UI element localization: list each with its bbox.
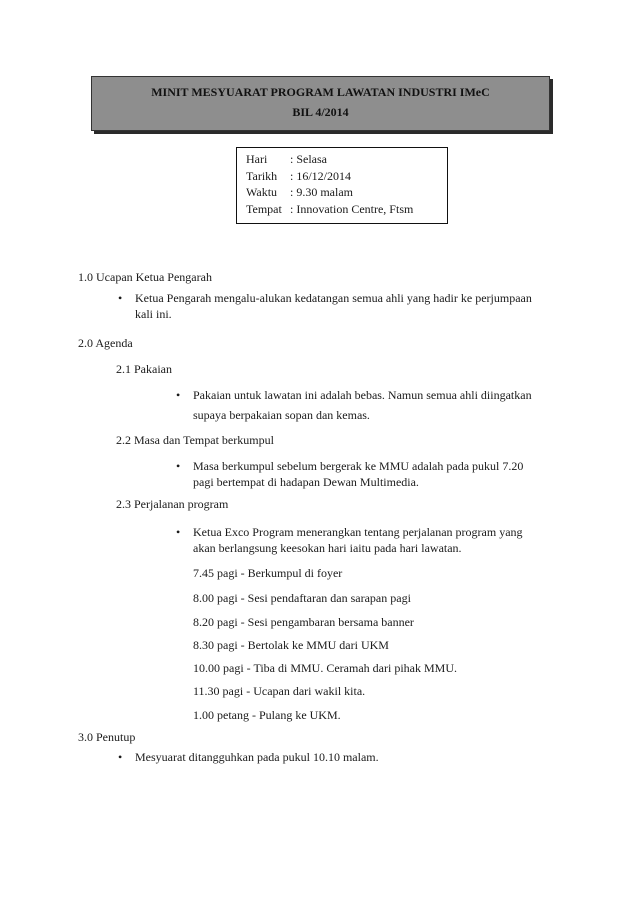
info-label: Waktu <box>246 185 278 199</box>
meeting-info-box <box>236 147 448 224</box>
bullet-program-flow <box>193 524 523 556</box>
schedule-item: 7.45 pagi - Berkumpul di foyer <box>193 566 343 580</box>
schedule-item: 10.00 pagi - Tiba di MMU. Ceramah dari pihak MMU. <box>193 661 457 675</box>
bullet-text-line: kali ini. <box>135 307 172 321</box>
info-value: : Selasa <box>290 152 327 166</box>
document-number: BIL 4/2014 <box>292 105 349 119</box>
bullet-text-line: • Masa berkumpul sebelum bergerak ke MMU adalah pada pukul 7.20 <box>193 459 524 473</box>
bullet-opening-speech <box>135 290 532 322</box>
info-value: : Innovation Centre, Ftsm <box>290 202 414 216</box>
info-value: : 16/12/2014 <box>290 169 352 183</box>
section-heading-opening-speech: 1.0 Ucapan Ketua Pengarah <box>78 270 212 284</box>
bullet-assembly <box>193 458 523 490</box>
bullet-attire <box>193 387 532 423</box>
bullet-text-line: • Pakaian untuk lawatan ini adalah bebas. Namun semua ahli diingatkan <box>193 388 532 402</box>
schedule-item: 1.00 petang - Pulang ke UKM. <box>193 708 341 722</box>
schedule-item: 8.30 pagi - Bertolak ke MMU dari UKM <box>193 638 389 652</box>
document-title: MINIT MESYUARAT PROGRAM LAWATAN INDUSTRI IMeC <box>151 85 490 99</box>
schedule-item: 8.20 pagi - Sesi pengambaran bersama banner <box>193 615 414 629</box>
bullet-text-line: • Mesyuarat ditangguhkan pada pukul 10.10 malam. <box>135 750 379 764</box>
bullet-text-line: • Ketua Exco Program menerangkan tentang perjalanan program yang <box>193 525 523 539</box>
subsection-heading-assembly: 2.2 Masa dan Tempat berkumpul <box>116 433 274 447</box>
schedule-item: 8.00 pagi - Sesi pendaftaran dan sarapan pagi <box>193 591 411 605</box>
section-heading-agenda: 2.0 Agenda <box>78 336 133 350</box>
schedule-item: 11.30 pagi - Ucapan dari wakil kita. <box>193 684 366 698</box>
bullet-text-line: supaya berpakaian sopan dan kemas. <box>193 408 370 422</box>
document-header <box>91 76 550 131</box>
subsection-heading-attire: 2.1 Pakaian <box>116 362 172 376</box>
info-label: Tarikh <box>246 169 278 183</box>
subsection-heading-program-flow: 2.3 Perjalanan program <box>116 497 229 511</box>
info-value: : 9.30 malam <box>290 185 353 199</box>
info-label: Hari <box>246 152 268 166</box>
bullet-text-line: pagi bertempat di hadapan Dewan Multimedia. <box>193 475 419 489</box>
info-label: Tempat <box>246 202 282 216</box>
bullet-closing <box>135 749 379 765</box>
bullet-text-line: akan berlangsung keesokan hari iaitu pada hari lawatan. <box>193 541 462 555</box>
bullet-text-line: • Ketua Pengarah mengalu-alukan kedatangan semua ahli yang hadir ke perjumpaan <box>135 291 532 305</box>
section-heading-closing: 3.0 Penutup <box>78 730 136 744</box>
